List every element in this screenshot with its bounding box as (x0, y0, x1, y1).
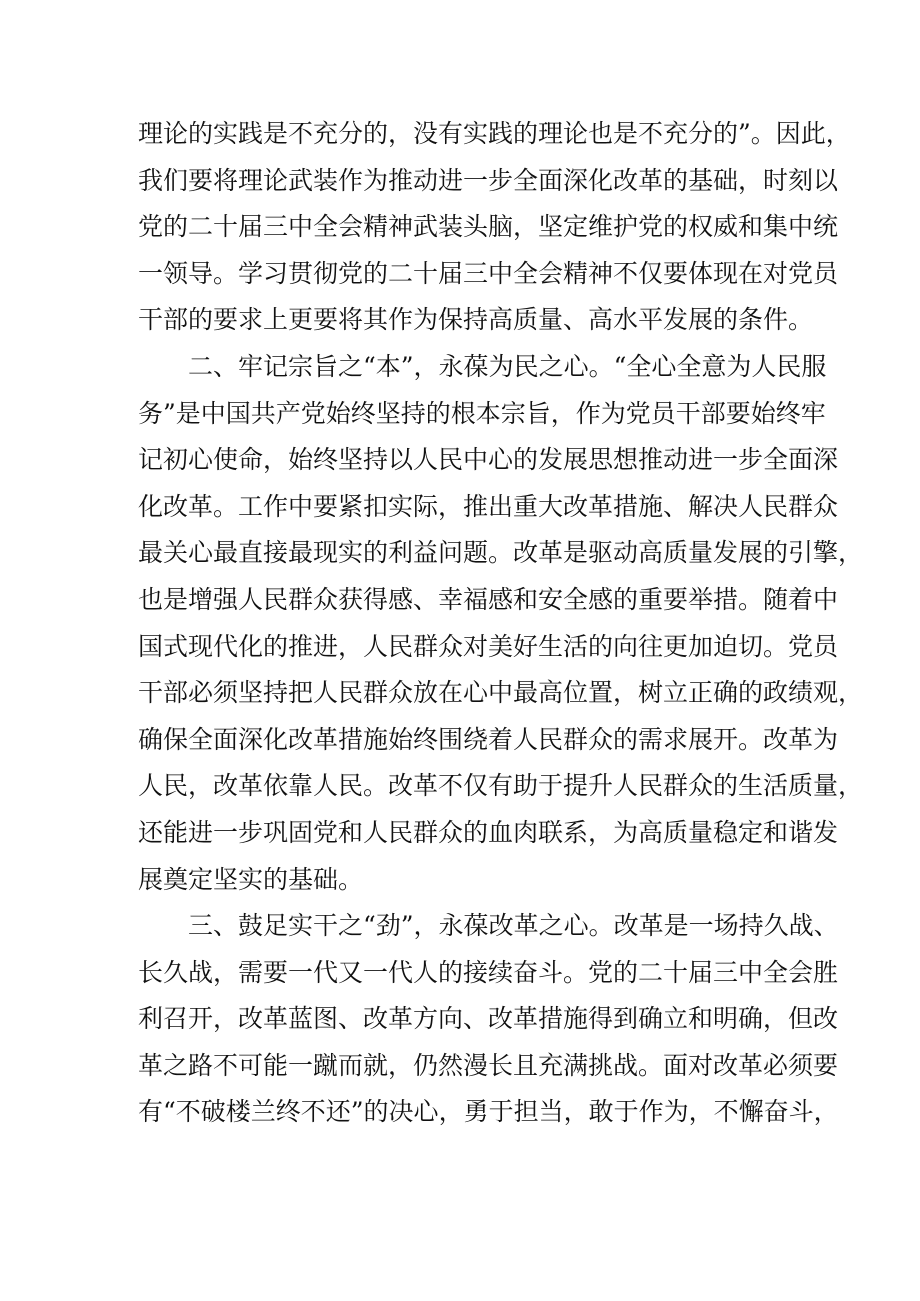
text-line: 最关心最直接最现实的利益问题。改革是驱动高质量发展的引擎， (138, 538, 864, 568)
text-line: 人民，改革依靠人民。改革不仅有助于提升人民群众的生活质量， (138, 771, 864, 801)
text-line: 展奠定坚实的基础。 (138, 864, 364, 894)
text-line: 二、牢记宗旨之“本”，永葆为民之心。“全心全意为人民服 (188, 351, 827, 381)
text-line: 利召开，改革蓝图、改革方向、改革措施得到确立和明确，但改 (138, 1004, 839, 1034)
text-line: 党的二十届三中全会精神武装头脑，坚定维护党的权威和集中统 (138, 212, 839, 242)
paragraph-3 (138, 903, 839, 1136)
text-line: 也是增强人民群众获得感、幸福感和安全感的重要举措。随着中 (138, 584, 839, 614)
text-line: 务”是中国共产党始终坚持的根本宗旨，作为党员干部要始终牢 (138, 398, 826, 428)
text-line: 记初心使命，始终坚持以人民中心的发展思想推动进一步全面深 (138, 445, 839, 475)
text-line: 有“不破楼兰终不还”的决心，勇于担当，敢于作为，不懈奋斗， (138, 1097, 839, 1127)
text-line: 理论的实践是不充分的，没有实践的理论也是不充分的”。因此， (138, 119, 851, 148)
text-line: 我们要将理论武装作为推动进一步全面深化改革的基础，时刻以 (138, 165, 839, 195)
paragraph-2 (138, 344, 864, 903)
text-line: 革之路不可能一蹴而就，仍然漫长且充满挑战。面对改革必须要 (138, 1050, 839, 1080)
text-line: 干部必须坚持把人民群众放在心中最高位置，树立正确的政绩观， (138, 678, 864, 708)
text-line: 长久战，需要一代又一代人的接续奋斗。党的二十届三中全会胜 (138, 957, 839, 987)
paragraph-1 (138, 111, 851, 344)
text-line: 确保全面深化改革措施始终围绕着人民群众的需求展开。改革为 (138, 724, 839, 754)
text-line: 化改革。工作中要紧扣实际，推出重大改革措施、解决人民群众 (138, 491, 839, 521)
text-line: 三、鼓足实干之“劲”，永葆改革之心。改革是一场持久战、 (188, 911, 839, 941)
text-line: 一领导。学习贯彻党的二十届三中全会精神不仅要体现在对党员 (138, 258, 839, 288)
text-line: 还能进一步巩固党和人民群众的血肉联系，为高质量稳定和谐发 (138, 817, 839, 847)
text-line: 干部的要求上更要将其作为保持高质量、高水平发展的条件。 (138, 305, 814, 335)
document-body (138, 111, 864, 1136)
text-line: 国式现代化的推进，人民群众对美好生活的向往更加迫切。党员 (138, 631, 839, 661)
